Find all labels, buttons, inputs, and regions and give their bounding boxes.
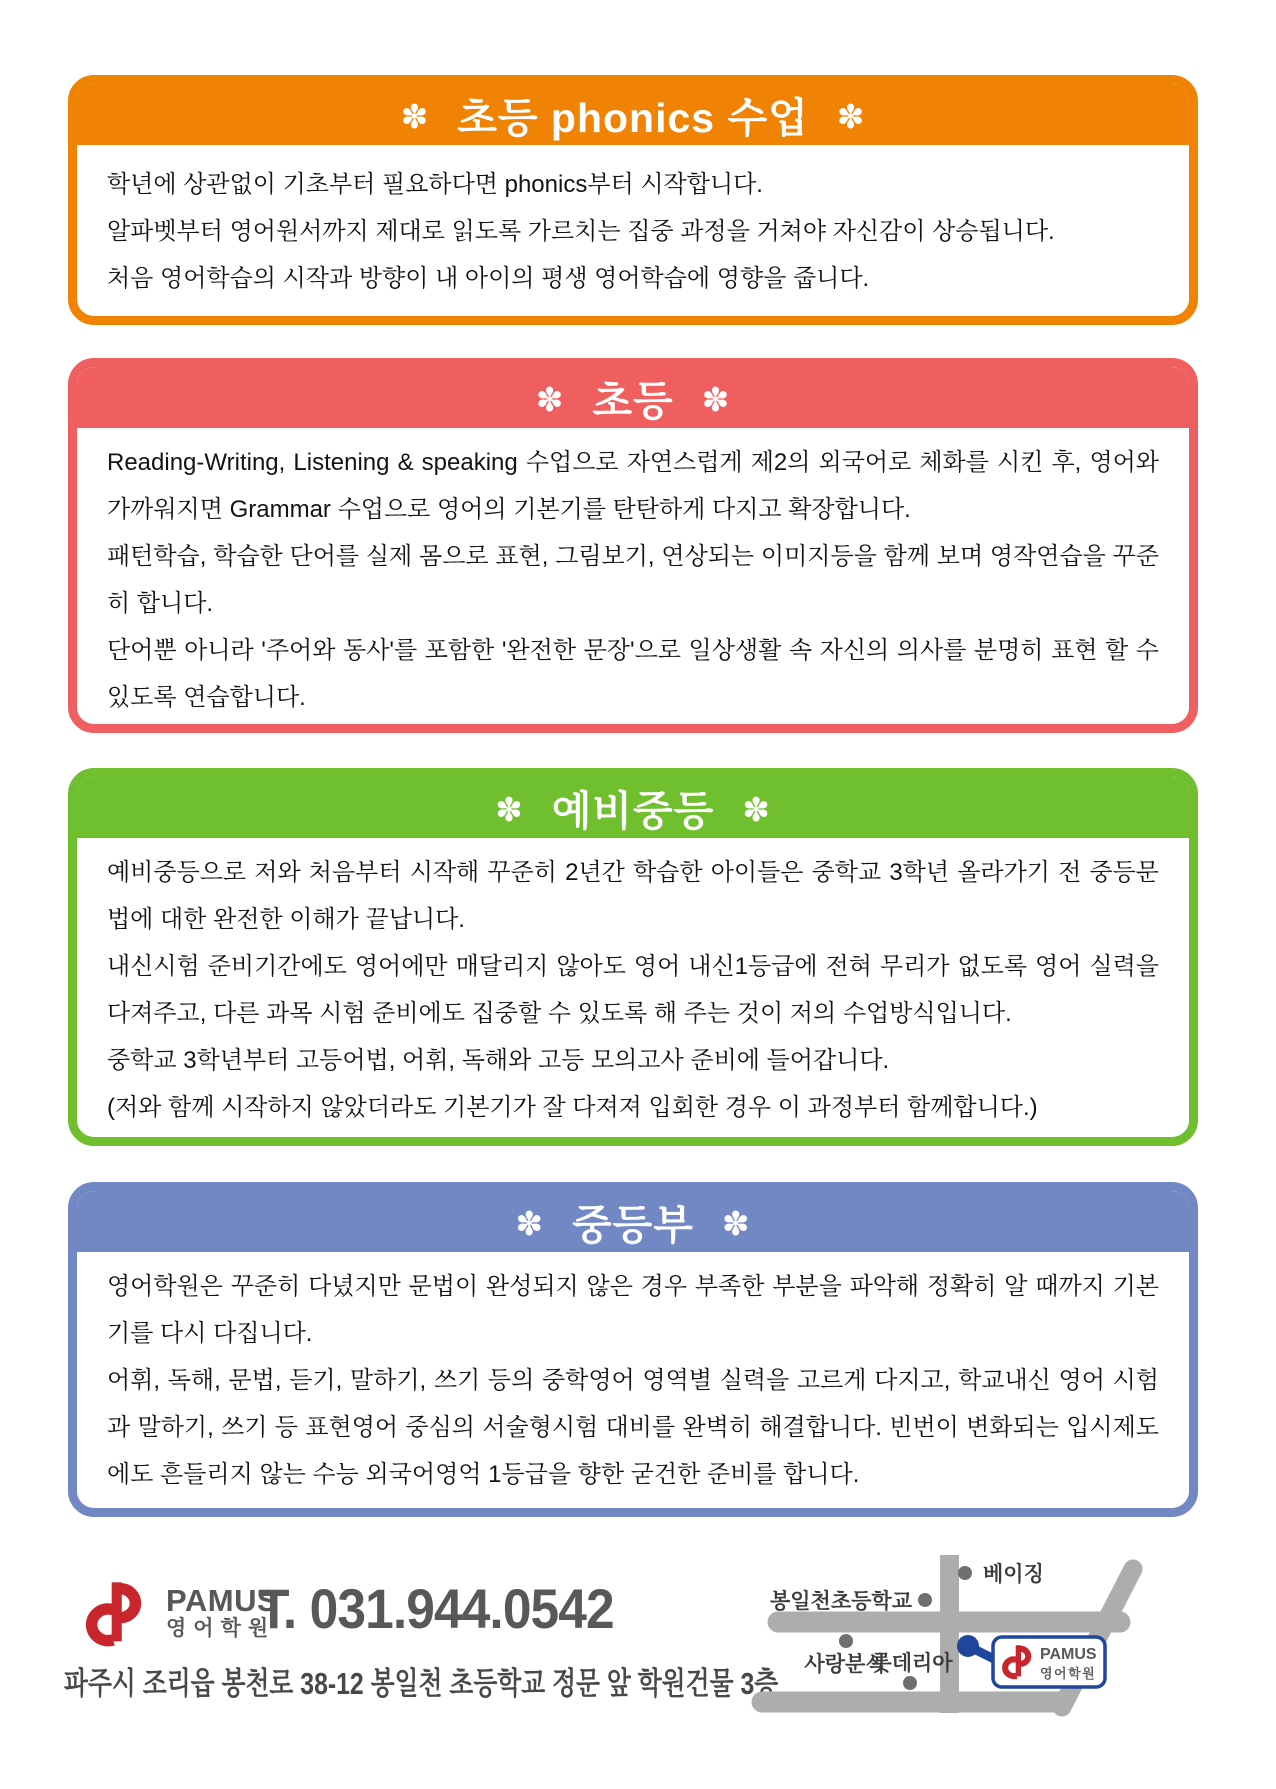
section-premiddle-header: [77, 777, 1189, 838]
asterisk-icon: ✽: [515, 1205, 545, 1242]
brand-block: [78, 1578, 278, 1650]
map-dot-lotteria: [903, 1676, 917, 1690]
paragraph: 학년에 상관없이 기초부터 필요하다면 phonics부터 시작합니다.: [107, 171, 763, 198]
map-marker-name: PAMUS: [1040, 1646, 1097, 1663]
section-elementary-header: [77, 367, 1189, 428]
paragraph: 어휘, 독해, 문법, 듣기, 말하기, 쓰기 등의 중학영어 영역별 실력을 고르게 다지고, 학교내신 영어 시험과 말하기, 쓰기 등 표현영어 중심의 서술형시험 대비를 완벽히 해결합니다. 빈번이 변화되는 입시제도에도 흔들리지 않는 수능 외국어영억 1등급을 향한 굳건한 준비를 합니다.: [107, 1367, 1159, 1488]
section-phonics-title: 초등 phonics 수업: [457, 95, 809, 141]
paragraph: 단어뿐 아니라 '주어와 동사'를 포함한 '완전한 문장'으로 일상생활 속 자신의 의사를 분명히 표현 할 수 있도록 연습합니다.: [107, 637, 1159, 711]
section-premiddle: [68, 768, 1198, 1146]
paragraph: 처음 영어학습의 시작과 방향이 내 아이의 평생 영어학습에 영향을 줍니다.: [107, 265, 870, 292]
map-dot-snack: [839, 1634, 853, 1648]
map-graphic: [690, 1555, 1170, 1735]
map-dot-school: [918, 1593, 932, 1607]
paragraph: 내신시험 준비기간에도 영어에만 매달리지 않아도 영어 내신1등급에 전혀 무리가 없도록 영어 실력을 다져주고, 다른 과목 시험 준비에도 집중할 수 있도록 해 주는 것이 저의 수업방식입니다.: [107, 953, 1159, 1027]
asterisk-icon: ✽: [535, 381, 565, 418]
section-middle: [68, 1182, 1198, 1517]
asterisk-icon: ✽: [742, 791, 771, 828]
brand-subtitle: 영어학원: [166, 1617, 276, 1640]
paragraph: 예비중등으로 저와 처음부터 시작해 꾸준히 2년간 학습한 아이들은 중학교 3학년 올라가기 전 중등문법에 대한 완전한 이해가 끝납니다.: [107, 859, 1159, 933]
section-middle-body: [77, 1252, 1189, 1498]
asterisk-icon: ✽: [701, 381, 731, 418]
location-map: [690, 1555, 1170, 1735]
map-marker-subtitle: 영어학원: [1040, 1666, 1097, 1681]
section-middle-header: [77, 1191, 1189, 1252]
paragraph: 중학교 3학년부터 고등어법, 어휘, 독해와 고등 모의고사 준비에 들어갑니다.: [107, 1047, 890, 1074]
phone-number: T. 031.944.0542: [258, 1577, 614, 1640]
paragraph: (저와 함께 시작하지 않았더라도 기본기가 잘 다져져 입회한 경우 이 과정부터 함께합니다.): [107, 1094, 1038, 1121]
address-line: 파주시 조리읍 봉천로 38-12 봉일천 초등학교 정문 앞 학원건물 3층: [64, 1666, 779, 1701]
section-phonics-header: [77, 84, 1189, 145]
pamus-logo-icon: [78, 1578, 154, 1650]
map-marker-dot: [957, 1635, 979, 1657]
section-premiddle-body: [77, 838, 1189, 1131]
section-premiddle-title: 예비중등: [551, 788, 715, 834]
map-label-lotteria: 롯데리아: [871, 1652, 953, 1675]
map-label-school: 봉일천초등학교: [769, 1590, 912, 1613]
section-phonics: [68, 75, 1198, 325]
paragraph: Reading-Writing, Listening & speaking 수업으로 자연스럽게 제2의 외국어로 체화를 시킨 후, 영어와 가까워지면 Grammar 수업으로 영어의 기본기를 탄탄하게 다지고 확장합니다.: [107, 449, 1159, 523]
section-elementary-title: 초등: [592, 378, 674, 424]
section-phonics-body: [77, 145, 1189, 302]
asterisk-icon: ✽: [400, 98, 430, 135]
map-label-snack: 사랑분식: [804, 1653, 886, 1676]
section-elementary: [68, 358, 1198, 733]
section-middle-title: 중등부: [572, 1202, 694, 1248]
map-road-vertical: [940, 1555, 959, 1713]
paragraph: 영어학원은 꾸준히 다녔지만 문법이 완성되지 않은 경우 부족한 부분을 파악해 정확히 알 때까지 기본기를 다시 다집니다.: [107, 1273, 1159, 1347]
map-label-beijing: 베이징: [983, 1563, 1044, 1586]
brand-name: PAMUS: [166, 1583, 279, 1618]
asterisk-icon: ✽: [836, 98, 866, 135]
paragraph: 패턴학습, 학습한 단어를 실제 몸으로 표현, 그림보기, 연상되는 이미지등을 함께 보며 영작연습을 꾸준히 합니다.: [107, 543, 1159, 617]
paragraph: 알파벳부터 영어원서까지 제대로 읽도록 가르치는 집중 과정을 거쳐야 자신감이 상승됩니다.: [107, 218, 1055, 245]
asterisk-icon: ✽: [495, 791, 524, 828]
asterisk-icon: ✽: [721, 1205, 751, 1242]
map-dot-beijing: [958, 1566, 972, 1580]
section-elementary-body: [77, 428, 1189, 721]
